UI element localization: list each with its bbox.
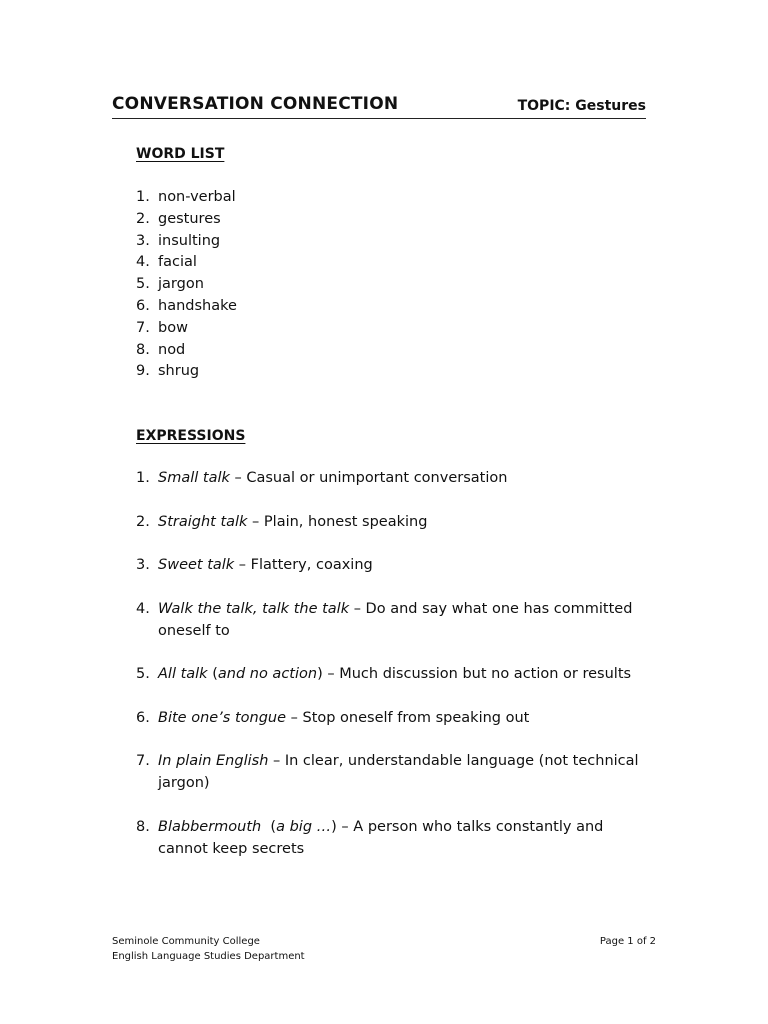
expression-item: 1. Small talk – Casual or unimportant conversation — [136, 470, 508, 486]
expression-term: In plain English — [158, 753, 269, 769]
expression-term: Straight talk — [158, 513, 248, 530]
expression-term: Walk the talk, talk the talk — [158, 600, 350, 617]
word-list — [136, 187, 237, 383]
list-item: 4. facial — [136, 254, 197, 271]
list-item: 2. gestures — [136, 210, 221, 227]
footer-institution: Seminole Community College — [112, 936, 260, 947]
expression-definition: – Much discussion but no action or results — [322, 666, 632, 682]
expression-term: All talk — [158, 666, 208, 682]
expression-term: Small talk — [158, 470, 230, 486]
expression-item: 5. All talk (and no action) – Much discussion but no action or results — [136, 666, 632, 682]
expression-item: 6. Bite one’s tongue – Stop oneself from speaking out — [136, 709, 530, 726]
list-item: 3. insulting — [136, 232, 221, 249]
expression-term: Bite one’s tongue — [158, 709, 287, 726]
expressions-heading: EXPRESSIONS — [136, 428, 246, 444]
list-item: 9. shrug — [136, 363, 200, 380]
expression-definition: – Casual or unimportant conversation — [229, 470, 508, 486]
document-header — [112, 94, 646, 119]
document-topic: TOPIC: Gestures — [517, 98, 646, 114]
list-item: 8. nod — [136, 341, 186, 358]
expression-definition: – Plain, honest speaking — [247, 513, 428, 530]
document-title: CONVERSATION CONNECTION — [112, 94, 399, 114]
list-item: 5. jargon — [136, 276, 204, 293]
expression-definition: – Stop oneself from speaking out — [286, 709, 530, 726]
expression-variant: and no action — [217, 666, 318, 682]
expression-variant: a big … — [276, 818, 332, 835]
expression-term: Sweet talk — [158, 557, 235, 573]
expression-definition: – In clear, understandable language (not technical jargon) — [158, 753, 639, 791]
footer-page-number: Page 1 of 2 — [599, 936, 656, 947]
expression-item: 2. Straight talk – Plain, honest speaking — [136, 513, 428, 530]
expression-item: 8. Blabbermouth (a big …) – A person who talks constantly and cannot keep secrets — [136, 818, 604, 857]
expression-item: 3. Sweet talk – Flattery, coaxing — [136, 557, 373, 573]
list-item: 1. non-verbal — [136, 189, 236, 205]
expression-item: 7. In plain English – In clear, understandable language (not technical jargon) — [136, 753, 639, 791]
expressions-list — [136, 467, 656, 881]
list-item: 7. bow — [136, 319, 188, 336]
expression-definition: – Do and say what one has committed oneself to — [158, 600, 633, 639]
footer-department: English Language Studies Department — [112, 951, 305, 962]
expression-item: 4. Walk the talk, talk the talk – Do and say what one has committed oneself to — [136, 600, 633, 639]
expression-definition: – A person who talks constantly and cannot keep secrets — [158, 818, 604, 857]
word-list-heading: WORD LIST — [136, 146, 225, 162]
list-item: 6. handshake — [136, 297, 237, 314]
expression-term: Blabbermouth — [158, 818, 262, 835]
expression-definition: – Flattery, coaxing — [234, 557, 373, 573]
